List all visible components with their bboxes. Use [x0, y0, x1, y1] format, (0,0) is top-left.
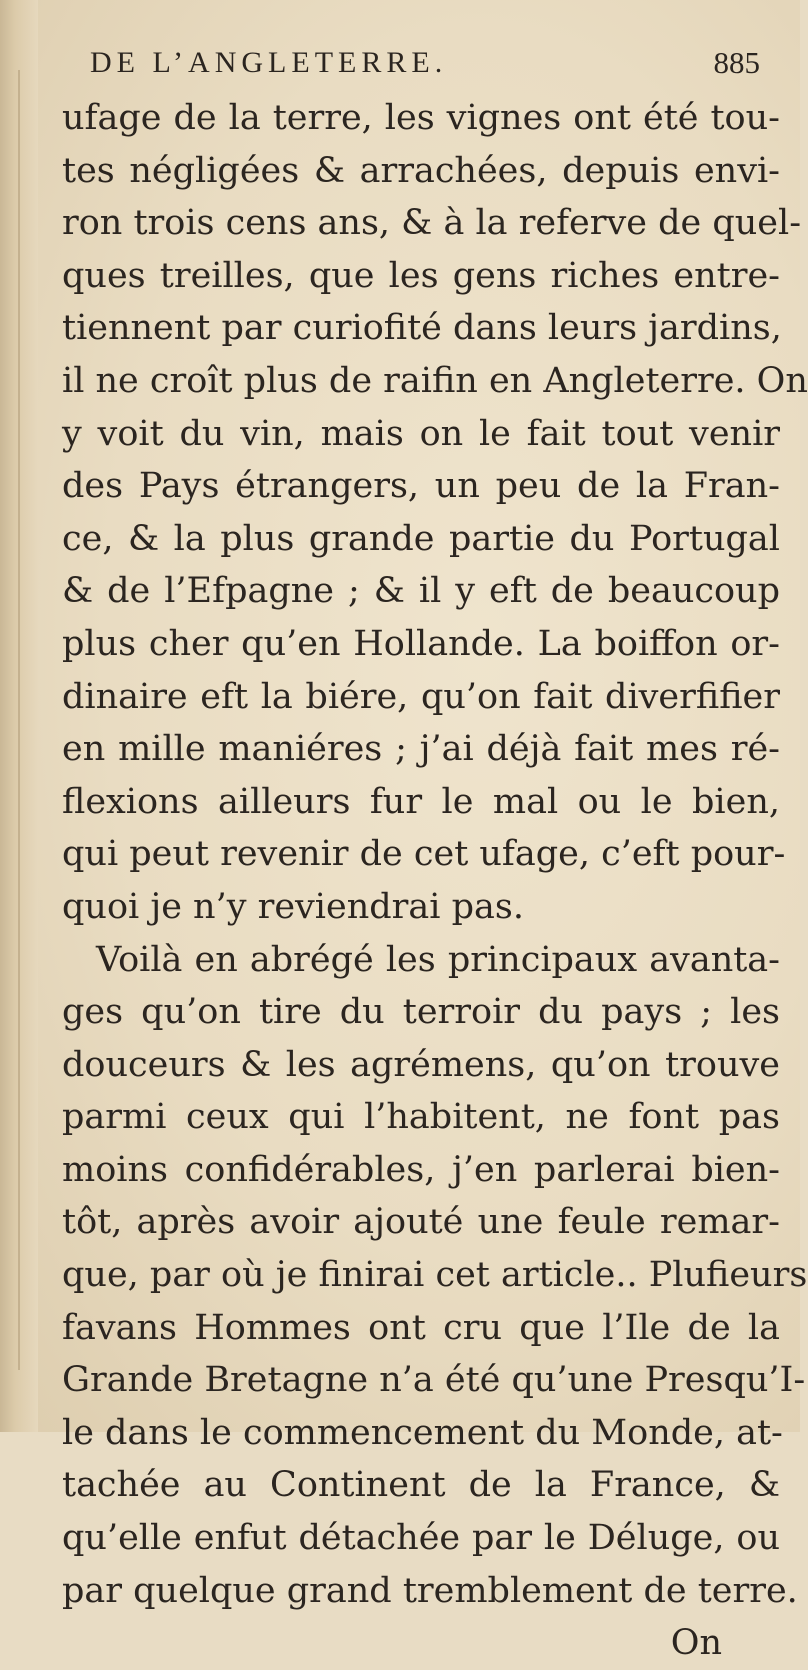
text-line: ce, & la plus grande partie du Portugal — [62, 518, 780, 559]
text-line: il ne croît plus de raifin en Angleterre. On — [62, 360, 808, 401]
text-line: flexions ailleurs fur le mal ou le bien, — [62, 781, 780, 822]
text-line: qui peut revenir de cet ufage, c’eft pour- — [62, 834, 786, 875]
text-line: douceurs & les agrémens, qu’on trouve — [62, 1044, 780, 1085]
text-line: que, par où je finirai cet article.. Plufieurs — [62, 1255, 808, 1296]
paragraph-start-line: Voilà en abrégé les principaux avanta- — [96, 939, 780, 980]
text-line: quoi je n’y reviendrai pas. — [62, 886, 524, 927]
text-line: tôt, après avoir ajouté une feule remar- — [62, 1202, 780, 1243]
text-line: ges qu’on tire du terroir du pays ; les — [62, 992, 780, 1033]
text-line: y voit du vin, mais on le fait tout venir — [62, 413, 780, 454]
text-line: plus cher qu’en Hollande. La boiffon or- — [62, 623, 780, 664]
text-line: des Pays étrangers, un peu de la Fran- — [62, 466, 780, 507]
body-text — [62, 92, 808, 1670]
page-number: 885 — [713, 45, 760, 80]
text-line: favans Hommes ont cru que l’Ile de la — [62, 1307, 780, 1348]
text-line: par quelque grand tremblement de terre. — [62, 1570, 798, 1611]
catchword: On — [670, 1623, 722, 1664]
text-line: qu’elle enfut détachée par le Déluge, ou — [62, 1518, 780, 1559]
text-line: en mille maniéres ; j’ai déjà fait mes ré- — [62, 729, 780, 770]
binding-edge — [18, 70, 20, 1370]
text-line: tachée au Continent de la France, & — [62, 1465, 780, 1506]
text-line: parmi ceux qui l’habitent, ne font pas — [62, 1097, 780, 1138]
text-line: Grande Bretagne n’a été qu’une Presqu’I- — [62, 1360, 806, 1401]
text-line: tes négligées & arrachées, depuis envi- — [62, 150, 780, 191]
page-gutter — [0, 0, 38, 1432]
page-header — [90, 38, 760, 88]
text-line: dinaire eft la biére, qu’on fait diverfifier — [62, 676, 780, 717]
text-line: ques treilles, que les gens riches entre- — [62, 255, 780, 296]
text-line: le dans le commencement du Monde, at- — [62, 1412, 783, 1453]
running-title: DE L’ANGLETERRE. — [90, 46, 448, 79]
text-line: ufage de la terre, les vignes ont été tou- — [62, 98, 780, 138]
text-line: ron trois cens ans, & à la referve de quel- — [62, 203, 802, 244]
text-line: & de l’Efpagne ; & il y eft de beaucoup — [62, 571, 780, 612]
text-line: moins confidérables, j’en parlerai bien- — [62, 1149, 780, 1190]
text-line: tiennent par curiofité dans leurs jardins, — [62, 308, 782, 349]
